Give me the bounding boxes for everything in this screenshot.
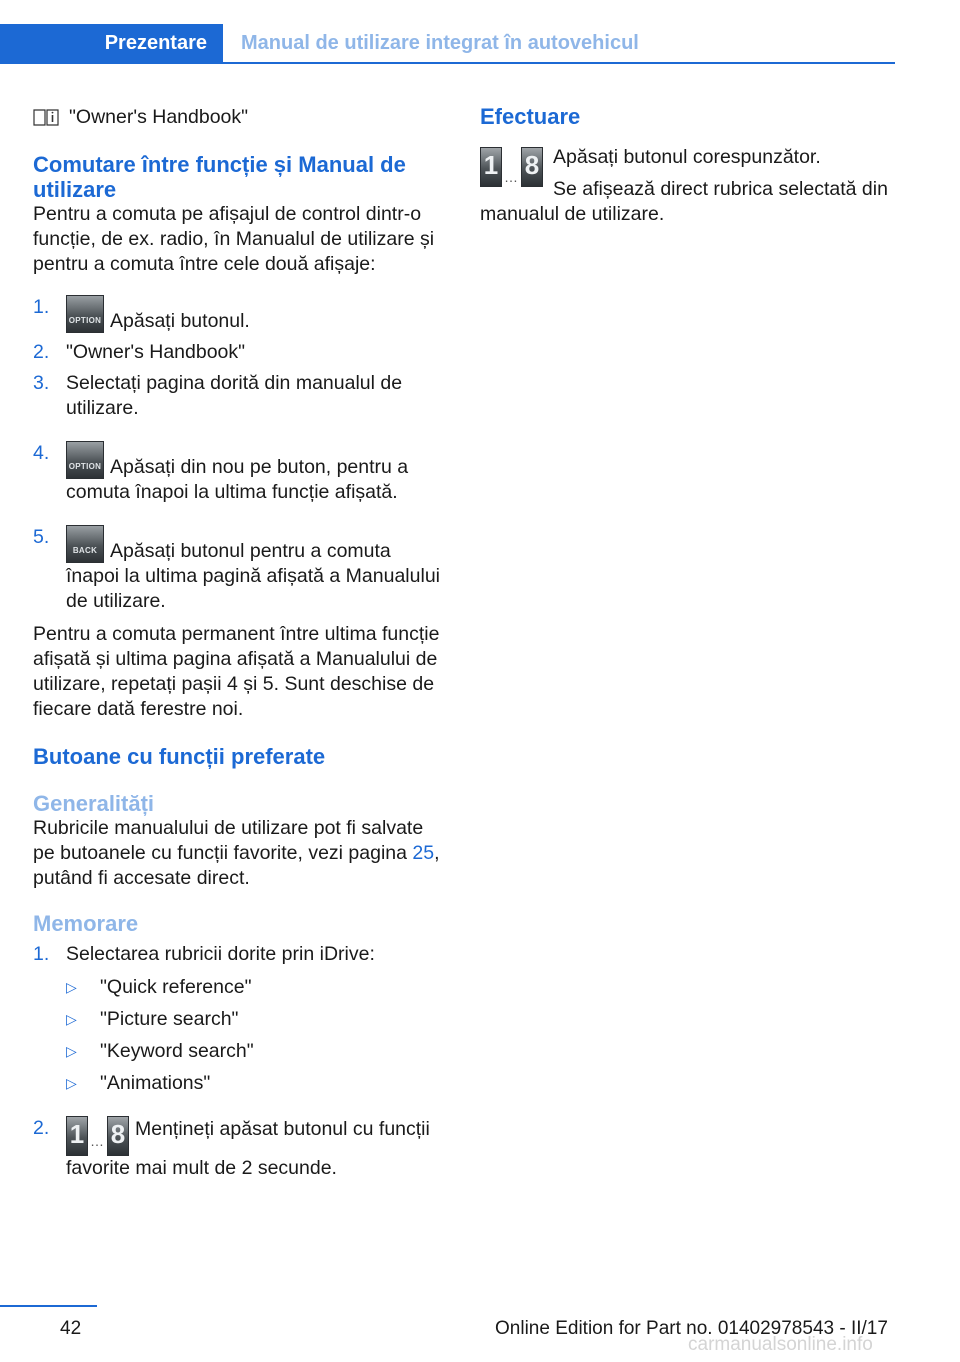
heading-general: Generalități: [33, 791, 155, 816]
sub-list-item: ▷ "Quick reference": [66, 976, 252, 998]
owner-handbook-label: "Owner's Handbook": [69, 105, 249, 128]
right-column: [480, 100, 900, 227]
edition-label: Online Edition for Part no. 01402978543 - II/17: [495, 1318, 888, 1339]
triangle-bullet-icon: ▷: [66, 979, 77, 995]
sub-list-item: ▷ "Animations": [66, 1072, 211, 1094]
chapter-tab[interactable]: Manual de utilizare integrat în autovehicul: [241, 31, 639, 54]
step-number: 1.: [33, 296, 50, 318]
step-number: 5.: [33, 526, 50, 548]
watermark: carmanualsonline.info: [688, 1334, 873, 1355]
execute-step-1: Apăsați butonul corespunzător.: [553, 146, 821, 168]
step-text: Apăsați din nou pe buton, pentru a comuta înapoi la ultima funcție afișată.: [66, 456, 409, 503]
list-item: [33, 942, 445, 1096]
step-text: Selectarea rubricii dorite prin iDrive:: [66, 943, 375, 965]
step-number: 1.: [33, 943, 50, 965]
step-number: 2.: [33, 341, 50, 363]
heading-switch: Comutare între funcție și Manual de utilizare: [33, 152, 406, 202]
paragraph-permanent: Pentru a comuta permanent între ultima funcție afișată și ultima pagina afișată a Manualului de utilizare, repetați pașii 4 și 5. Sunt deschise de fiecare dată ferestre noi.: [33, 623, 440, 720]
execute-step-2: Se afișează direct rubrica selectată din manualul de utilizare.: [480, 178, 888, 225]
step-text: "Owner's Handbook": [66, 341, 246, 363]
favorite-key-8-icon: 8: [521, 147, 543, 187]
header-bar: [0, 24, 895, 64]
option-button-icon: OPTION: [66, 295, 104, 333]
list-item: [33, 340, 445, 365]
left-column: [33, 100, 445, 1181]
heading-favorites: Butoane cu funcții preferate: [33, 744, 326, 769]
steps-list: [33, 295, 445, 614]
step-number: 4.: [33, 442, 50, 464]
heading-store: Memorare: [33, 911, 139, 936]
favorite-key-1-icon: 1: [480, 147, 502, 187]
owner-handbook-line: [33, 100, 445, 134]
page-link[interactable]: 25: [412, 842, 435, 864]
list-item: [33, 525, 445, 614]
execute-block: [480, 145, 900, 227]
list-item: [33, 371, 445, 421]
step-number: 2.: [33, 1117, 50, 1139]
step-text: Selectați pagina dorită din manualul de utilizare.: [66, 372, 403, 419]
sub-list-item: ▷ "Picture search": [66, 1008, 239, 1030]
list-item: [33, 441, 445, 505]
book-info-icon: [33, 108, 59, 126]
favorite-buttons-icon: 1 … 8: [480, 147, 543, 187]
triangle-bullet-icon: ▷: [66, 1075, 77, 1091]
section-tab[interactable]: Prezentare: [0, 24, 223, 62]
list-item: [33, 295, 445, 334]
back-button-icon: BACK: [66, 525, 104, 563]
step-text: Apăsați butonul.: [110, 310, 250, 332]
list-item: [33, 1116, 445, 1181]
option-button-icon: OPTION: [66, 441, 104, 479]
favorite-buttons-icon: 1 … 8: [66, 1116, 129, 1156]
footer-rule: [0, 1305, 97, 1307]
step-text: Mențineți apăsat butonul cu funcții favorite mai mult de 2 secunde.: [66, 1118, 430, 1179]
sub-list: [66, 975, 445, 1096]
sub-list-item: ▷ "Keyword search": [66, 1040, 254, 1062]
triangle-bullet-icon: ▷: [66, 1011, 77, 1027]
paragraph-switch: Pentru a comuta pe afișajul de control dintr-o funcție, de ex. radio, în Manualul de utilizare și pentru a comuta între cele două afișaje:: [33, 203, 435, 275]
favorite-key-1-icon: 1: [66, 1116, 88, 1156]
favorite-key-8-icon: 8: [107, 1116, 129, 1156]
paragraph-general: Rubricile manualului de utilizare pot fi salvate pe butoanele cu funcții favorite, vezi pagina 25, putând fi accesate direct.: [33, 817, 440, 889]
triangle-bullet-icon: ▷: [66, 1043, 77, 1059]
page-number: 42: [60, 1318, 82, 1339]
store-steps-list: [33, 942, 445, 1181]
heading-execute: Efectuare: [480, 104, 581, 129]
step-text: Apăsați butonul pentru a comuta înapoi la ultima pagină afișată a Manualului de utilizare.: [66, 540, 440, 612]
step-number: 3.: [33, 372, 50, 394]
